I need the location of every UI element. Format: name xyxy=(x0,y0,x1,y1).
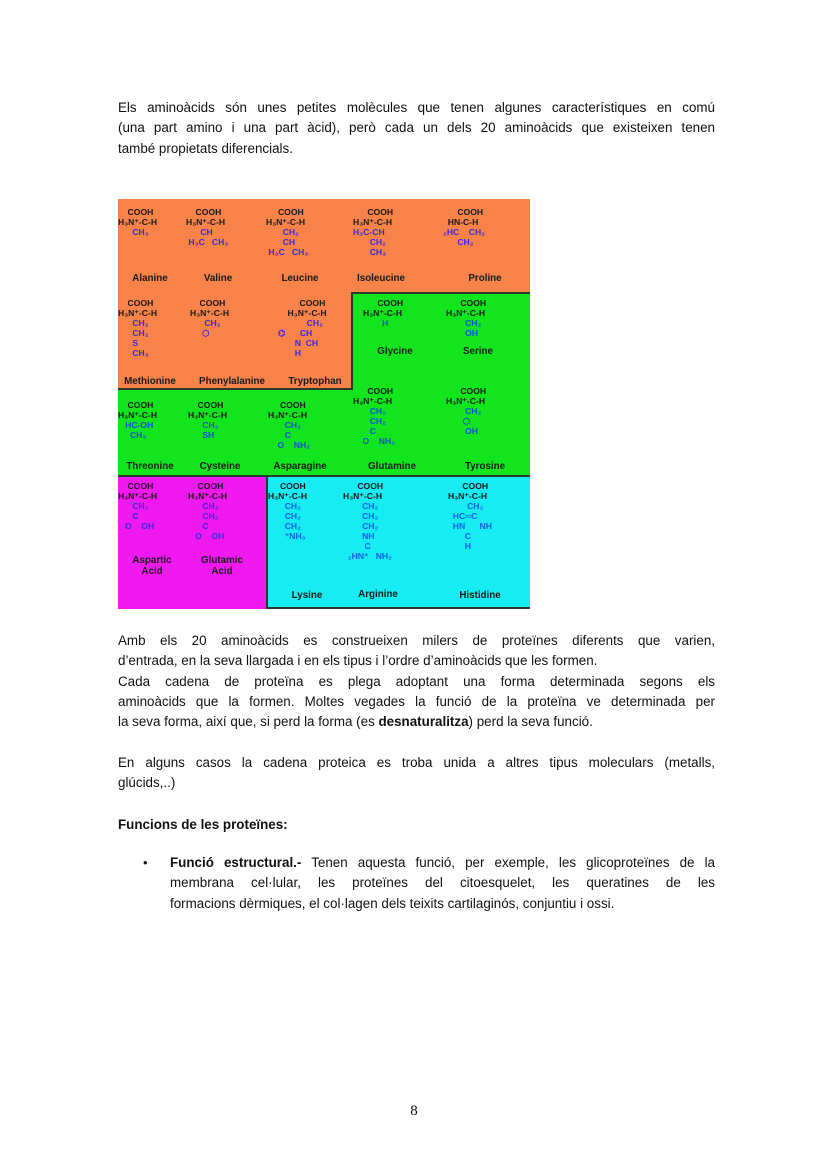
text-line: Amb els 20 aminoàcids es construeixen milers de proteïnes diferents que varien, xyxy=(118,633,715,648)
backbone-line: H₃N⁺-C-H xyxy=(188,491,228,501)
tyrosine-label: Tyrosine xyxy=(464,461,506,472)
intro-paragraph xyxy=(118,98,715,159)
backbone-line: COOH xyxy=(268,481,306,491)
side-chain-line: OH xyxy=(446,328,478,338)
side-chain-line: O OH xyxy=(188,531,225,541)
side-chain-line: CH₂ xyxy=(188,511,219,521)
backbone-line: COOH xyxy=(186,207,222,217)
side-chain-line: O NH₂ xyxy=(268,440,311,450)
backbone-line: COOH xyxy=(118,298,154,308)
page-number: 8 xyxy=(410,1103,418,1119)
side-chain-line: C xyxy=(268,430,291,440)
isoleucine-label: Isoleucine xyxy=(357,273,405,284)
leucine-label: Leucine xyxy=(281,273,319,284)
side-chain-line: NH xyxy=(343,531,375,541)
methionine-formula xyxy=(118,298,157,358)
backbone-line: H₃N⁺-C-H xyxy=(118,217,158,227)
glutamic-acid-label: Glutamic Acid xyxy=(201,555,243,577)
backbone-line: COOH xyxy=(188,481,224,491)
side-chain-line: CH₂ xyxy=(446,406,482,416)
text-segment: ) perd la seva funció. xyxy=(468,714,593,730)
side-chain-line: ⬡ xyxy=(190,328,210,338)
metals-paragraph xyxy=(118,753,715,794)
side-chain-line: CH₂ xyxy=(343,511,379,521)
side-chain-line: CH₂ xyxy=(446,318,482,328)
side-chain-line: CH₃ xyxy=(118,348,149,358)
backbone-line: COOH xyxy=(118,207,154,217)
side-chain-line: S xyxy=(118,338,139,348)
side-chain-line: N CH xyxy=(278,338,319,348)
side-chain-line: CH₂ xyxy=(343,501,379,511)
side-chain-line: CH xyxy=(186,227,213,237)
methionine-label: Methionine xyxy=(124,376,176,387)
backbone-line: COOH xyxy=(188,400,224,410)
text-line xyxy=(170,853,715,873)
side-chain-line: H xyxy=(278,348,301,358)
proline-label: Proline xyxy=(468,273,502,284)
backbone-line: COOH xyxy=(343,481,384,491)
side-chain-line: CH₂ xyxy=(188,501,219,511)
side-chain-line: CH₂ xyxy=(353,416,386,426)
side-chain-line: CH₂ xyxy=(268,420,301,430)
alanine-formula xyxy=(118,207,157,237)
side-chain-line: CH₂ xyxy=(118,328,149,338)
side-chain-line: CH₂ xyxy=(118,318,149,328)
isoleucine-formula xyxy=(353,207,393,257)
side-chain-line: H₃C CH₃ xyxy=(266,247,309,257)
lysine-label: Lysine xyxy=(291,590,323,601)
side-chain-line: CH xyxy=(266,237,296,247)
bullet-title: Funció estructural.- xyxy=(170,855,302,870)
backbone-line: H₃N⁺-C-H xyxy=(278,308,327,318)
text-line: d’entrada, en la seva llargada i en els tipus i l’ordre d’aminoàcids que les formen. xyxy=(118,653,598,669)
backbone-line: H₃N⁺-C-H xyxy=(188,410,228,420)
side-chain-line: CH₃ xyxy=(118,430,147,440)
backbone-line: COOH xyxy=(446,298,487,308)
keyword-desnaturalitza: desnaturalitza xyxy=(378,714,469,730)
leucine-formula xyxy=(266,207,308,257)
backbone-line: H₃N⁺-C-H xyxy=(446,396,486,406)
text-line: (una part amino i una part àcid), però cada un dels 20 aminoàcids que existeixen tenen xyxy=(118,120,715,136)
glycine-label: Glycine xyxy=(377,346,413,357)
backbone-line: H₃N⁺-C-H xyxy=(190,308,230,318)
side-chain-line: ⬡ xyxy=(446,416,471,426)
side-chain-line: CH₂ xyxy=(268,511,301,521)
text-line: Els aminoàcids són unes petites molècules que tenen algunes característiques en comú xyxy=(118,100,715,115)
backbone-line: H₃N⁺-C-H xyxy=(186,217,226,227)
bullet-icon: • xyxy=(143,855,148,870)
text-line: Cada cadena de proteïna es plega adoptant una forma determinada segons els xyxy=(118,673,715,689)
side-chain-line: ⁺NH₃ xyxy=(268,531,306,541)
side-chain-line: H₃C CH₃ xyxy=(186,237,229,247)
side-chain-line: CH₂ xyxy=(353,237,386,247)
side-chain-line: C xyxy=(448,531,471,541)
backbone-line: H₃N⁺-C-H xyxy=(118,491,158,501)
text-line: formacions dèrmiques, el col·lagen dels teixits cartilaginós, conjuntiu i ossi. xyxy=(170,895,615,911)
side-chain-line: CH₂ xyxy=(188,420,219,430)
side-chain-line: HN NH xyxy=(448,521,492,531)
backbone-line: COOH xyxy=(266,207,304,217)
side-chain-line: C xyxy=(118,511,139,521)
asparagine-formula xyxy=(268,400,310,450)
valine-label: Valine xyxy=(203,273,233,284)
side-chain-line: ⌬ CH xyxy=(278,328,313,338)
backbone-line: COOH xyxy=(353,386,394,396)
proteins-paragraph xyxy=(118,631,715,732)
section-heading: Funcions de les proteïnes: xyxy=(118,817,288,832)
side-chain-line: CH₂ xyxy=(268,521,301,531)
backbone-line: COOH xyxy=(443,207,484,217)
backbone-line: COOH xyxy=(118,481,154,491)
side-chain-line: CH₂ xyxy=(343,521,379,531)
glutamine-label: Glutamine xyxy=(368,461,416,472)
lysine-formula xyxy=(268,481,307,541)
asparagine-label: Asparagine xyxy=(273,461,327,472)
histidine-label: Histidine xyxy=(459,590,501,601)
side-chain-line: CH₂ xyxy=(118,501,149,511)
side-chain-line: CH₂ xyxy=(443,237,474,247)
side-chain-line: O NH₂ xyxy=(353,436,396,446)
glycine-formula xyxy=(363,298,403,328)
side-chain-line: C xyxy=(188,521,209,531)
text-line: també propietats diferencials. xyxy=(118,140,293,156)
amino-acids-figure xyxy=(118,199,530,609)
side-chain-line: C xyxy=(343,541,371,551)
phenylalanine-formula xyxy=(190,298,229,338)
arginine-formula xyxy=(343,481,392,561)
aspartic-acid-formula xyxy=(118,481,157,531)
glutamic-acid-formula xyxy=(188,481,227,541)
arginine-label: Arginine xyxy=(358,589,398,600)
side-chain-line: H₃C-CH xyxy=(353,227,385,237)
tyrosine-formula xyxy=(446,386,486,436)
bullet-item-structural xyxy=(170,853,715,914)
threonine-label: Threonine xyxy=(126,461,174,472)
backbone-line: COOH xyxy=(190,298,226,308)
side-chain-line: SH xyxy=(188,430,215,440)
backbone-line: COOH xyxy=(446,386,487,396)
side-chain-line: CH₂ xyxy=(353,406,386,416)
side-chain-line: ₂HC CH₂ xyxy=(443,227,486,237)
backbone-line: COOH xyxy=(353,207,394,217)
histidine-formula xyxy=(448,481,492,551)
side-chain-line: CH₂ xyxy=(268,501,301,511)
backbone-line: H₃N⁺-C-H xyxy=(353,217,393,227)
cysteine-label: Cysteine xyxy=(199,461,241,472)
backbone-line: H₃N⁺-C-H xyxy=(353,396,393,406)
tryptophan-formula xyxy=(278,298,327,358)
backbone-line: H₃N⁺-C-H xyxy=(118,410,158,420)
backbone-line: HN-C-H xyxy=(443,217,479,227)
side-chain-line: HC═C xyxy=(448,511,478,521)
side-chain-line: CH₂ xyxy=(278,318,323,328)
side-chain-line: OH xyxy=(446,426,478,436)
text-line: En alguns casos la cadena proteica es troba unida a altres tipus moleculars (metalls, xyxy=(118,755,715,770)
backbone-line: H₃N⁺-C-H xyxy=(363,308,403,318)
phenylalanine-label: Phenylalanine xyxy=(199,376,265,387)
side-chain-line: ₂HN⁺ NH₂ xyxy=(343,551,392,561)
glutamine-formula xyxy=(353,386,395,446)
backbone-line: COOH xyxy=(448,481,489,491)
backbone-line: COOH xyxy=(278,298,326,308)
backbone-line: H₃N⁺-C-H xyxy=(446,308,486,318)
side-chain-line: H xyxy=(448,541,471,551)
backbone-line: COOH xyxy=(363,298,404,308)
backbone-line: H₃N⁺-C-H xyxy=(268,410,308,420)
aspartic-acid-label: Aspartic Acid xyxy=(132,555,172,577)
side-chain-line: CH₂ xyxy=(266,227,299,237)
side-chain-line: C xyxy=(353,426,376,436)
text-line xyxy=(118,712,715,732)
alanine-label: Alanine xyxy=(132,273,168,284)
threonine-formula xyxy=(118,400,157,440)
text-line: membrana cel·lular, les proteïnes del citoesquelet, les queratines de les xyxy=(170,875,715,891)
serine-formula xyxy=(446,298,486,338)
text-line: aminoàcids que la formen. Moltes vegades la funció de la proteïna ve determinada per xyxy=(118,693,715,709)
backbone-line: COOH xyxy=(268,400,306,410)
tryptophan-label: Tryptophan xyxy=(288,376,342,387)
side-chain-line: CH₃ xyxy=(118,227,149,237)
backbone-line: H₃N⁺-C-H xyxy=(268,491,308,501)
side-chain-line: O OH xyxy=(118,521,155,531)
side-chain-line: CH₂ xyxy=(190,318,221,328)
serine-label: Serine xyxy=(463,346,493,357)
backbone-line: H₃N⁺-C-H xyxy=(266,217,306,227)
side-chain-line: H xyxy=(363,318,389,328)
side-chain-line: CH₃ xyxy=(353,247,387,257)
text-segment: Tenen aquesta funció, per exemple, les glicoproteïnes de la xyxy=(301,855,716,870)
text-line: glúcids,..) xyxy=(118,775,176,791)
cysteine-formula xyxy=(188,400,227,440)
proline-formula xyxy=(443,207,485,247)
valine-formula xyxy=(186,207,228,247)
text-segment: la seva forma, així que, si perd la forma (es xyxy=(118,714,379,730)
backbone-line: H₃N⁺-C-H xyxy=(448,491,488,501)
backbone-line: COOH xyxy=(118,400,154,410)
backbone-line: H₃N⁺-C-H xyxy=(343,491,383,501)
backbone-line: H₃N⁺-C-H xyxy=(118,308,158,318)
side-chain-line: CH₂ xyxy=(448,501,484,511)
side-chain-line: HC-OH xyxy=(118,420,154,430)
